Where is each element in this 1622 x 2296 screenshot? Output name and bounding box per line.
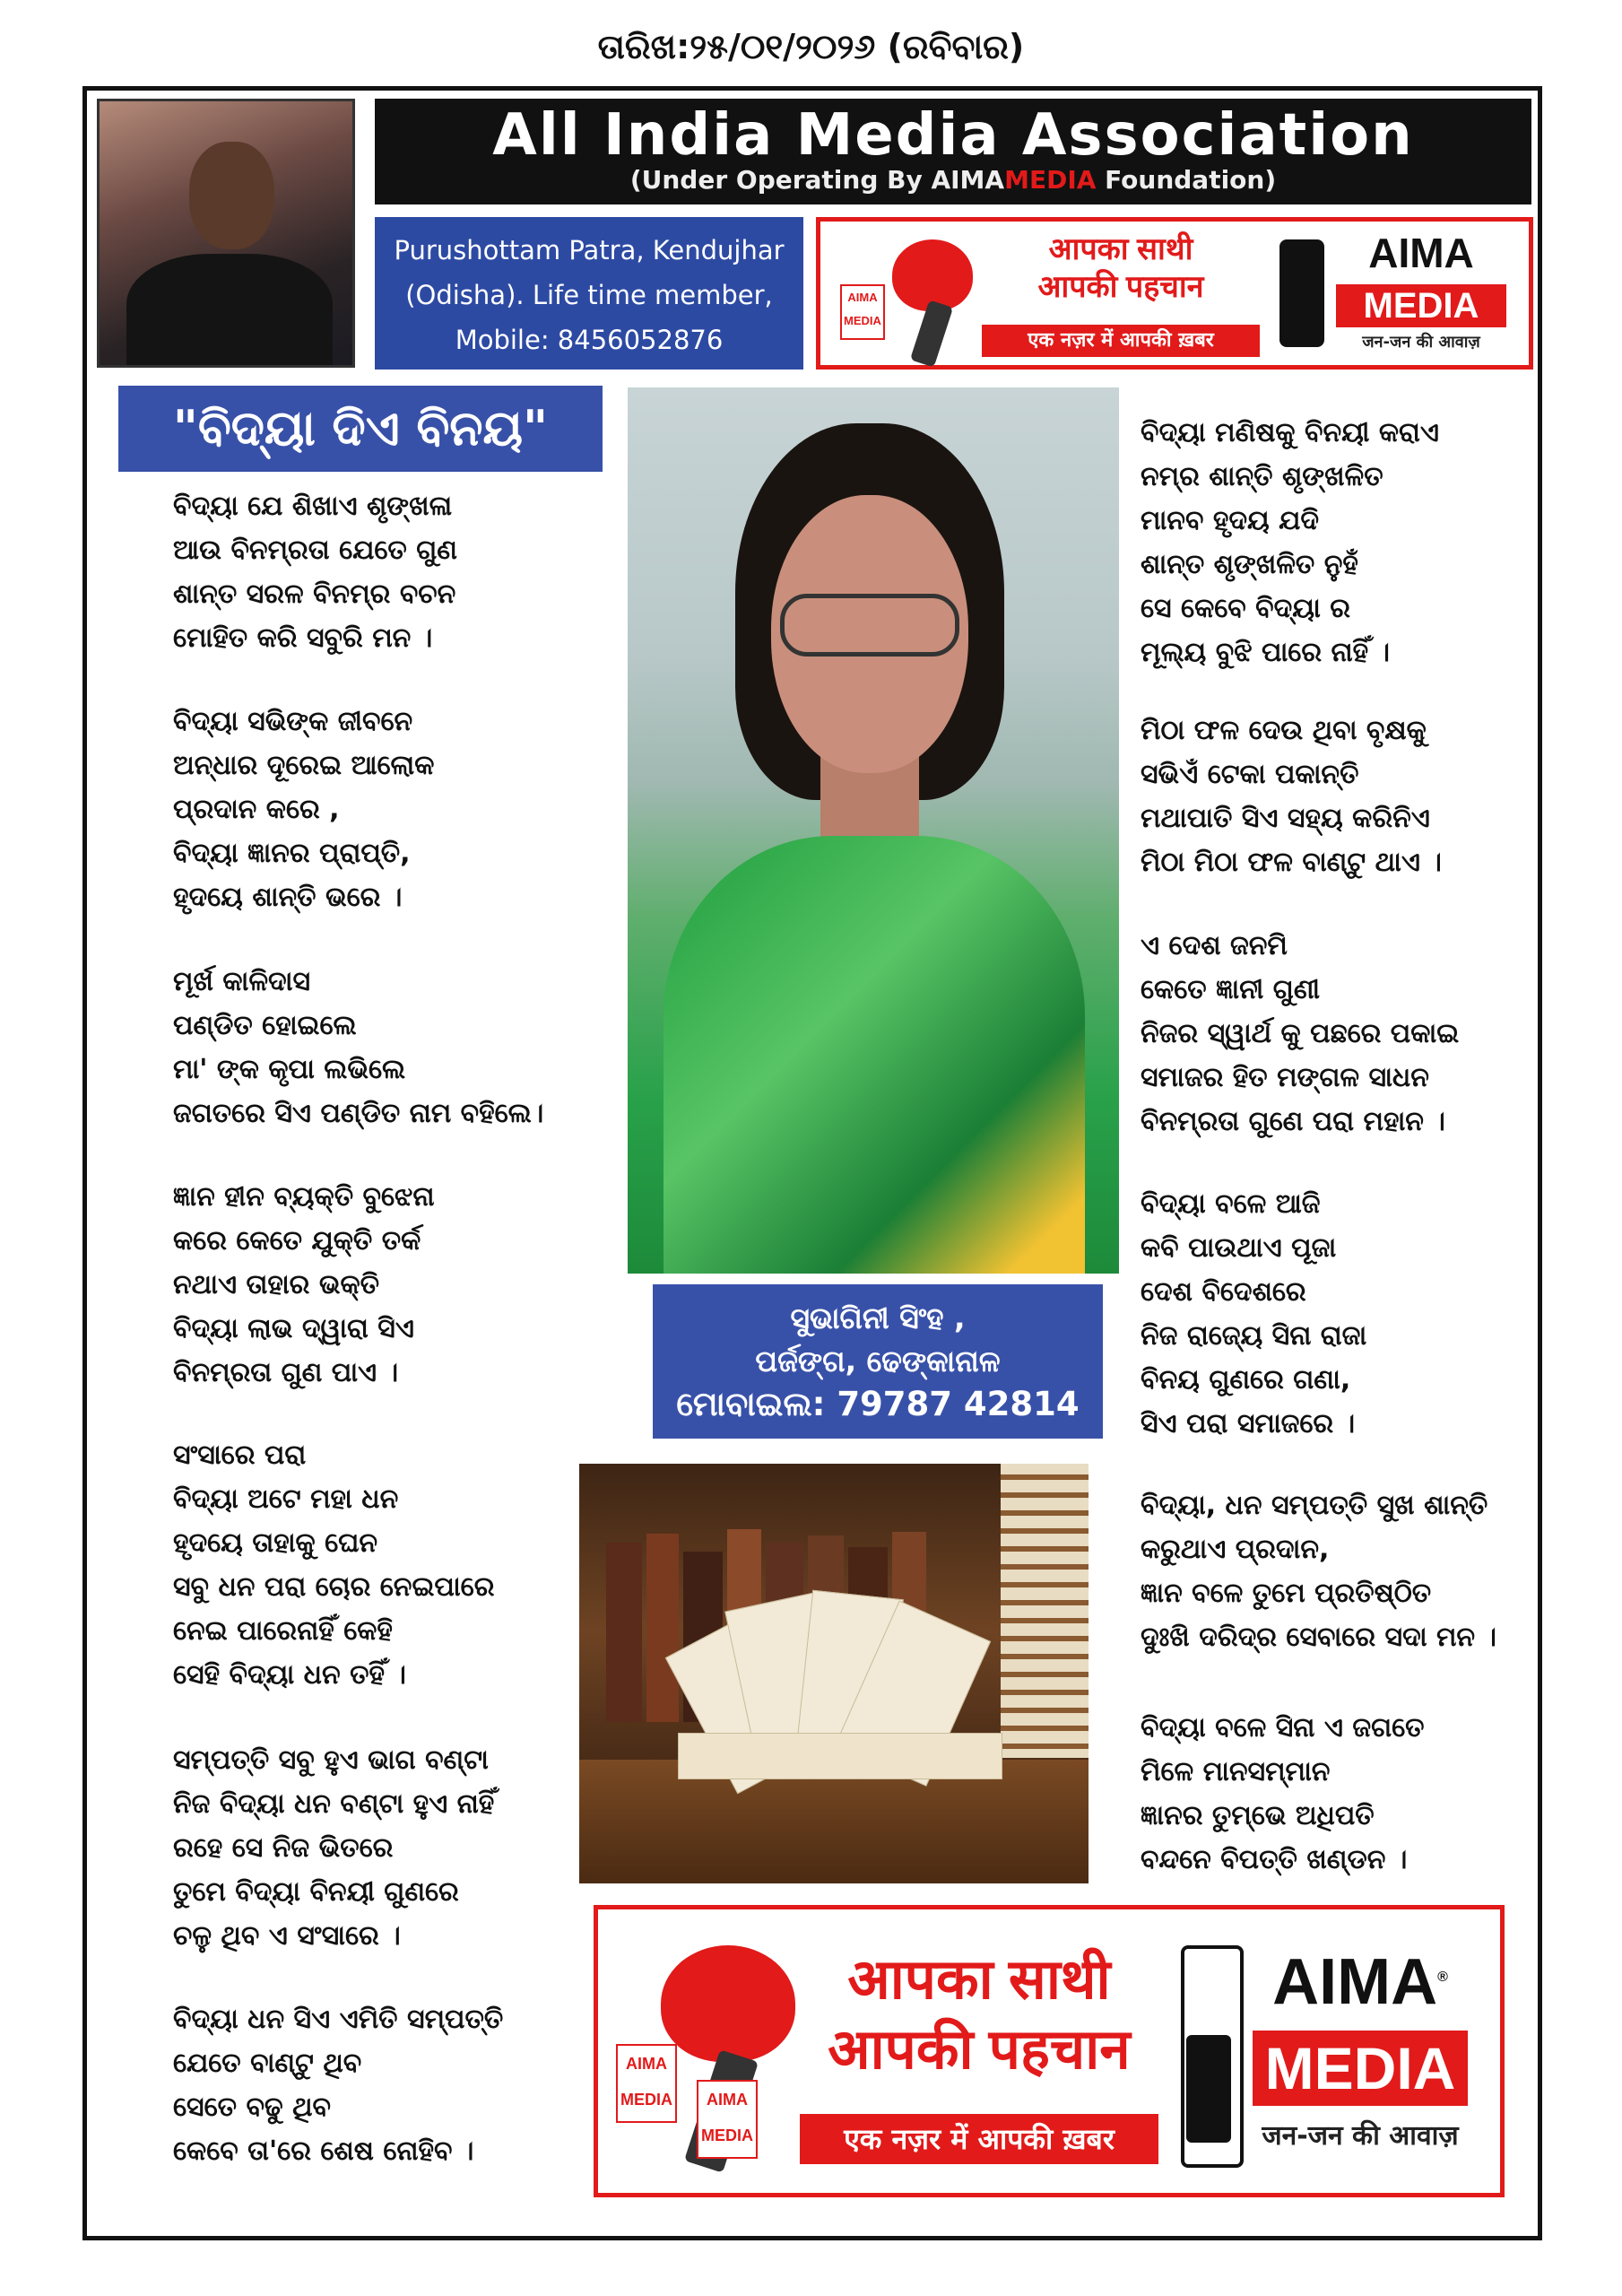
poem-stanza	[173, 1433, 494, 1697]
poem-stanza	[173, 1997, 503, 2173]
poem-line: ଅନ୍ଧାର ଦୂରେଇ ଆଲୋକ	[173, 750, 435, 781]
poem-line: କେତେ ଜ୍ଞାନୀ ଗୁଣୀ	[1141, 974, 1321, 1005]
poem-line: ମିଠା ଫଳ ଦେଉ ଥିବା ବୃକ୍ଷକୁ	[1141, 715, 1427, 746]
member-status-line: (Odisha). Life time member,	[405, 280, 773, 310]
poem-line: ସମାଜର ହିତ ମଙ୍ଗଳ ସାଧନ	[1141, 1062, 1429, 1093]
poem-line: ପ୍ରଦାନ କରେ ,	[173, 794, 340, 825]
poem-stanza	[173, 484, 457, 660]
poem-line: ସଂସାରେ ପରା	[173, 1439, 307, 1471]
logo-slogan: जन-जन की आवाज़	[1262, 2120, 1459, 2152]
logo-media: MEDIA	[1336, 284, 1506, 327]
poem-line: ବିଦ୍ୟା ବଳେ ଆଜି	[1141, 1188, 1321, 1220]
member-name-line: Purushottam Patra, Kendujhar	[394, 235, 785, 265]
poet-mobile: ମୋବାଇଲ: 79787 42814	[676, 1385, 1080, 1423]
poem-line: ବିନମ୍ରତା ଗୁଣ ପାଏ ।	[173, 1357, 399, 1388]
poem-line: ବିଦ୍ୟା ଜ୍ଞାନର ପ୍ରାପ୍ତି,	[173, 838, 411, 869]
poem-line: ବିଦ୍ୟା, ଧନ ସମ୍ପତ୍ତି ସୁଖ ଶାନ୍ତି	[1141, 1490, 1488, 1521]
poem-line: ବିଦ୍ୟା ମଣିଷକୁ ବିନୟୀ କରାଏ	[1141, 417, 1439, 448]
poem-line: ଶାନ୍ତ ଶୃଙ୍ଖଳିତ ନୁହଁ	[1141, 549, 1358, 580]
member-info-box	[375, 217, 803, 370]
ad-tagline: आपका साथी आपकी पहचान	[1037, 232, 1204, 304]
ad-tagline: आपका साथी आपकी पहचान	[828, 1949, 1131, 2081]
poem-stanza	[1141, 411, 1439, 674]
poem-stanza	[173, 1175, 435, 1395]
poem-line: ସଭିଏଁ ଟେକା ପକାନ୍ତି	[1141, 759, 1359, 790]
ad-strip: एक नज़र में आपकी ख़बर	[800, 2114, 1158, 2164]
poem-line: ତୁମେ ବିଦ୍ୟା ବିନୟୀ ଗୁଣରେ	[173, 1876, 459, 1908]
logo-slogan: जन-जन की आवाज़	[1362, 333, 1480, 352]
poem-stanza	[1141, 1182, 1366, 1446]
poem-title: "ବିଦ୍ୟା ଦିଏ ବିନୟ"	[118, 386, 603, 472]
poem-line: ଜ୍ଞାନର ତୁମ୍ଭେ ଅଧିପତି	[1141, 1800, 1375, 1831]
poem-line: ସବୁ ଧନ ପରା ଚୋର ନେଇପାରେ	[173, 1571, 495, 1603]
poem-line: କରେ କେତେ ଯୁକ୍ତି ତର୍କ	[173, 1225, 421, 1257]
poem-stanza	[1141, 1483, 1496, 1659]
poem-line: ନିଜ ବିଦ୍ୟା ଧନ ବଣ୍ଟା ହୁଏ ନାହିଁ	[173, 1788, 495, 1820]
poem-line: ସେତେ ବଢୁ ଥିବ	[173, 2092, 332, 2123]
poem-line: ବନ୍ଦନେ ବିପତ୍ତି ଖଣ୍ଡନ ।	[1141, 1844, 1408, 1875]
poem-line: କବି ପାଉଥାଏ ପୂଜା	[1141, 1232, 1337, 1264]
poem-line: ନେଇ ପାରେନାହିଁ କେହି	[173, 1615, 393, 1647]
poet-photo	[628, 387, 1119, 1274]
poem-line: ନିଜର ସ୍ୱାର୍ଥ କୁ ପଛରେ ପକାଇ	[1141, 1018, 1460, 1049]
poem-line: ଚଳୁ ଥିବ ଏ ସଂସାରେ ।	[173, 1920, 401, 1952]
media-tower-icon	[1279, 239, 1324, 347]
poem-stanza	[173, 960, 543, 1135]
poem-line: ନଥାଏ ତାହାର ଭକ୍ତି	[173, 1269, 380, 1300]
association-banner	[375, 99, 1531, 204]
poem-line: ସମ୍ପତ୍ତି ସବୁ ହୁଏ ଭାଗ ବଣ୍ଟା	[173, 1744, 489, 1776]
poem-line: ମୂଲ୍ୟ ବୁଝି ପାରେ ନାହିଁ ।	[1141, 637, 1391, 668]
poem-stanza	[173, 700, 434, 919]
date-line: ତାରିଖ:୨୫/୦୧/୨୦୨୬ (ରବିବାର)	[597, 27, 1025, 66]
poem-line: ମୂର୍ଖ କାଳିଦାସ	[173, 966, 311, 997]
poem-line: ସେ କେବେ ବିଦ୍ୟା ର	[1141, 593, 1351, 624]
member-mobile-line: Mobile: 8456052876	[455, 325, 724, 355]
logo-aima: AIMA®	[1272, 1946, 1448, 2018]
poem-line: ପଣ୍ଡିତ ହୋଇଲେ	[173, 1010, 357, 1041]
poem-line: ସେହି ବିଦ୍ୟା ଧନ ତହିଁ ।	[173, 1659, 406, 1691]
ad-strip: एक नज़र में आपकी ख़बर	[982, 325, 1260, 357]
book-photo	[579, 1464, 1089, 1883]
mic-label: AIMA MEDIA	[840, 284, 885, 340]
poem-line: ବିଦ୍ୟା ସଭିଙ୍କ ଜୀବନେ	[173, 706, 413, 737]
poem-line: କେବେ ତା'ରେ ଶେଷ ନୋହିବ ।	[173, 2135, 474, 2167]
poem-line: ବିଦ୍ୟା ଅଟେ ମହା ଧନ	[173, 1483, 399, 1515]
member-photo	[97, 99, 355, 368]
poem-line: ମା' ଙ୍କ କୃପା ଲଭିଲେ	[173, 1054, 406, 1085]
poem-line: ହୃଦୟେ ତାହାକୁ ଘେନ	[173, 1527, 378, 1559]
poem-stanza	[1141, 924, 1459, 1144]
poem-line: ବିନମ୍ରତା ଗୁଣେ ପରା ମହାନ ।	[1141, 1106, 1445, 1137]
poem-line: ଯେତେ ବାଣ୍ଟୁ ଥିବ	[173, 2048, 362, 2079]
poem-stanza	[1141, 1706, 1425, 1882]
aima-ad-top	[816, 217, 1533, 370]
poem-line: ବିନୟ ଗୁଣରେ ଗଣା,	[1141, 1364, 1351, 1396]
poet-info-box	[653, 1284, 1103, 1439]
poem-stanza	[173, 1738, 494, 1958]
poem-line: ମିଳେ ମାନସମ୍ମାନ	[1141, 1756, 1331, 1787]
poem-line: ବିଦ୍ୟା ଧନ ସିଏ ଏମିତି ସମ୍ପତ୍ତି	[173, 2004, 504, 2035]
poet-name: ସୁଭାଗିନୀ ସିଂହ ,	[790, 1300, 966, 1335]
poem-line: ଜଗତରେ ସିଏ ପଣ୍ଡିତ ନାମ ବହିଲେ।	[173, 1098, 544, 1129]
poem-line: ବିଦ୍ୟା ଲାଭ ଦ୍ୱାରା ସିଏ	[173, 1313, 414, 1344]
poem-line: ମାନବ ହୃଦୟ ଯଦି	[1141, 505, 1320, 536]
poem-stanza	[1141, 709, 1442, 884]
association-subtitle: (Under Operating By AIMAMEDIA Foundation)	[629, 165, 1277, 195]
poem-line: ସିଏ ପରା ସମାଜରେ ।	[1141, 1408, 1356, 1439]
association-name: All India Media Association	[492, 102, 1414, 169]
poem-line: ଦେଶ ବିଦେଶରେ	[1141, 1276, 1306, 1308]
poem-line: ଶାନ୍ତ ସରଳ ବିନମ୍ର ବଚନ	[173, 578, 456, 610]
poem-line: ଜ୍ଞାନ ବଳେ ତୁମେ ପ୍ରତିଷ୍ଠିତ	[1141, 1578, 1432, 1609]
poem-line: ରହେ ସେ ନିଜ ଭିତରେ	[173, 1832, 394, 1864]
logo-media: MEDIA	[1253, 2031, 1468, 2106]
poem-line: ମୋହିତ କରି ସବୁରି ମନ ।	[173, 622, 433, 654]
poem-line: କରୁଥାଏ ପ୍ରଦାନ,	[1141, 1534, 1330, 1565]
poem-line: ନମ୍ର ଶାନ୍ତି ଶୃଙ୍ଖଳିତ	[1141, 461, 1383, 492]
poet-place: ପର୍ଜଙ୍ଗ, ଢେଙ୍କାନାଳ	[755, 1344, 1001, 1378]
poem-line: ମିଠା ମିଠା ଫଳ ବାଣ୍ଟୁ ଥାଏ ।	[1141, 847, 1442, 878]
poem-line: ନିଜ ରାଜ୍ୟେ ସିନା ରାଜା	[1141, 1320, 1367, 1352]
aima-ad-bottom	[594, 1905, 1505, 2197]
poem-line: ଜ୍ଞାନ ହୀନ ବ୍ୟକ୍ତି ବୁଝେନା	[173, 1181, 435, 1213]
logo-aima: AIMA	[1368, 230, 1474, 276]
mic-label-secondary: AIMA MEDIA	[697, 2080, 758, 2159]
poem-line: ମଥାପାତି ସିଏ ସହ୍ୟ କରିନିଏ	[1141, 803, 1430, 834]
poem-line: ବିଦ୍ୟା ବଳେ ସିନା ଏ ଜଗତେ	[1141, 1712, 1425, 1744]
poem-line: ବିଦ୍ୟା ଯେ ଶିଖାଏ ଶୃଙ୍ଖଳା	[173, 491, 453, 522]
poem-line: ଏ ଦେଶ ଜନମି	[1141, 930, 1288, 961]
poem-line: ଦୁଃଖି ଦରିଦ୍ର ସେବାରେ ସଦା ମନ ।	[1141, 1622, 1497, 1653]
poem-line: ହୃଦୟେ ଶାନ୍ତି ଭରେ ।	[173, 882, 403, 913]
microphone-icon	[661, 1945, 795, 2062]
mic-label: AIMA MEDIA	[616, 2044, 677, 2123]
poem-line: ଆଉ ବିନମ୍ରତା ଯେତେ ଗୁଣ	[173, 535, 457, 566]
